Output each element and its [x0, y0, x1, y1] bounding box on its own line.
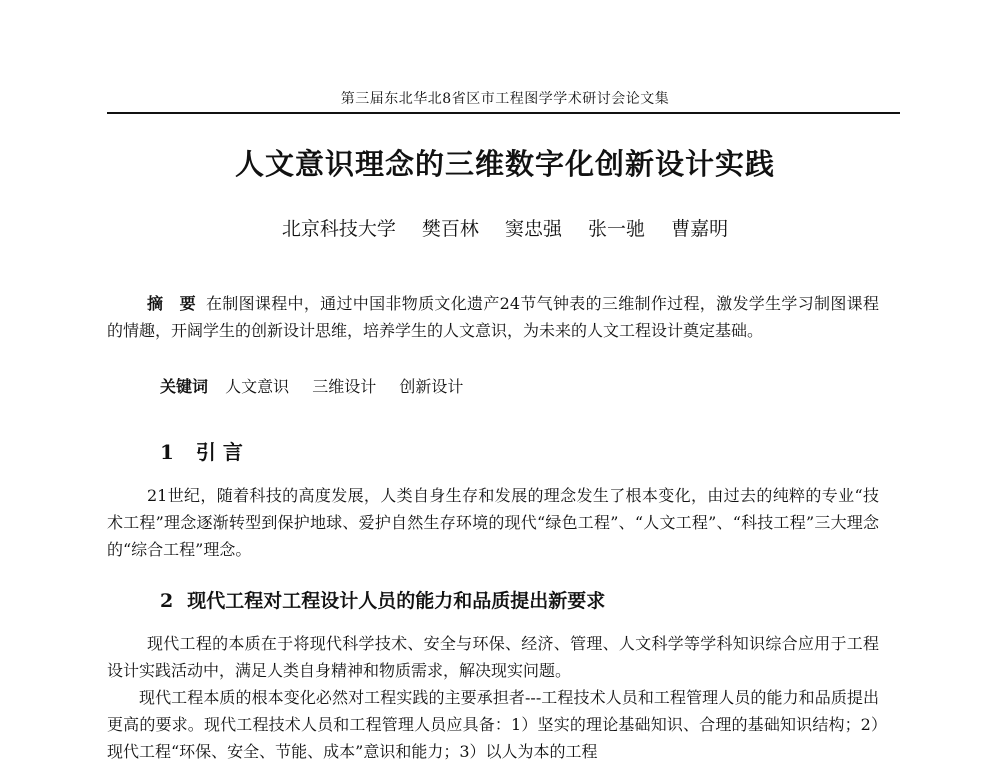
section-heading-introduction: [160, 436, 243, 465]
section-number: 2: [160, 590, 174, 612]
keyword: 创新设计: [399, 377, 464, 396]
body-paragraph: 21世纪，随着科技的高度发展，人类自身生存和发展的理念发生了根本变化，由过去的纯粹的专业“技术工程”理念逐渐转型到保护地球、爱护自然生存环境的现代“绿色工程”、“人文工程”、“科技工程”三大理念的“综合工程”理念。: [107, 486, 879, 559]
keywords-label: 关键词: [160, 377, 209, 396]
abstract-label: 摘 要: [147, 294, 196, 313]
body-paragraph: 现代工程本质的根本变化必然对工程实践的主要承担者---工程技术人员和工程管理人员的能力和品质提出更高的要求。现代工程技术人员和工程管理人员应具备：1）坚实的理论基础知识、合理的基础知识结构；2）现代工程“环保、安全、节能、成本”意识和能力；3）以人为本的工程: [107, 688, 879, 761]
keyword: 人文意识: [225, 377, 290, 396]
running-header: 第三届东北华北8省区市工程图学学术研讨会论文集: [340, 91, 670, 107]
section-number: 1: [160, 440, 174, 464]
keywords: [160, 374, 860, 397]
body-paragraph: 现代工程的本质在于将现代科学技术、安全与环保、经济、管理、人文科学等学科知识综合应用于工程设计实践活动中，满足人类自身精神和物质需求，解决现实问题。: [107, 634, 879, 680]
affiliation: 北京科技大学: [281, 218, 396, 240]
author-line: [110, 214, 900, 241]
paper-title: 人文意识理念的三维数字化创新设计实践: [234, 147, 775, 181]
author-name: 窦忠强: [504, 218, 562, 240]
author-name: 张一驰: [588, 218, 646, 240]
abstract: [107, 290, 879, 344]
header-divider: [107, 112, 900, 114]
author-name: 曹嘉明: [671, 218, 729, 240]
section-heading-requirements: [160, 586, 605, 613]
abstract-text: 在制图课程中，通过中国非物质文化遗产24节气钟表的三维制作过程，激发学生学习制图课程的情趣，开阔学生的创新设计思维，培养学生的人文意识，为未来的人文工程设计奠定基础。: [107, 294, 879, 340]
section-title: 引 言: [195, 440, 243, 464]
section-title: 现代工程对工程设计人员的能力和品质提出新要求: [187, 590, 606, 612]
author-name: 樊百林: [421, 218, 479, 240]
keyword: 三维设计: [312, 377, 377, 396]
